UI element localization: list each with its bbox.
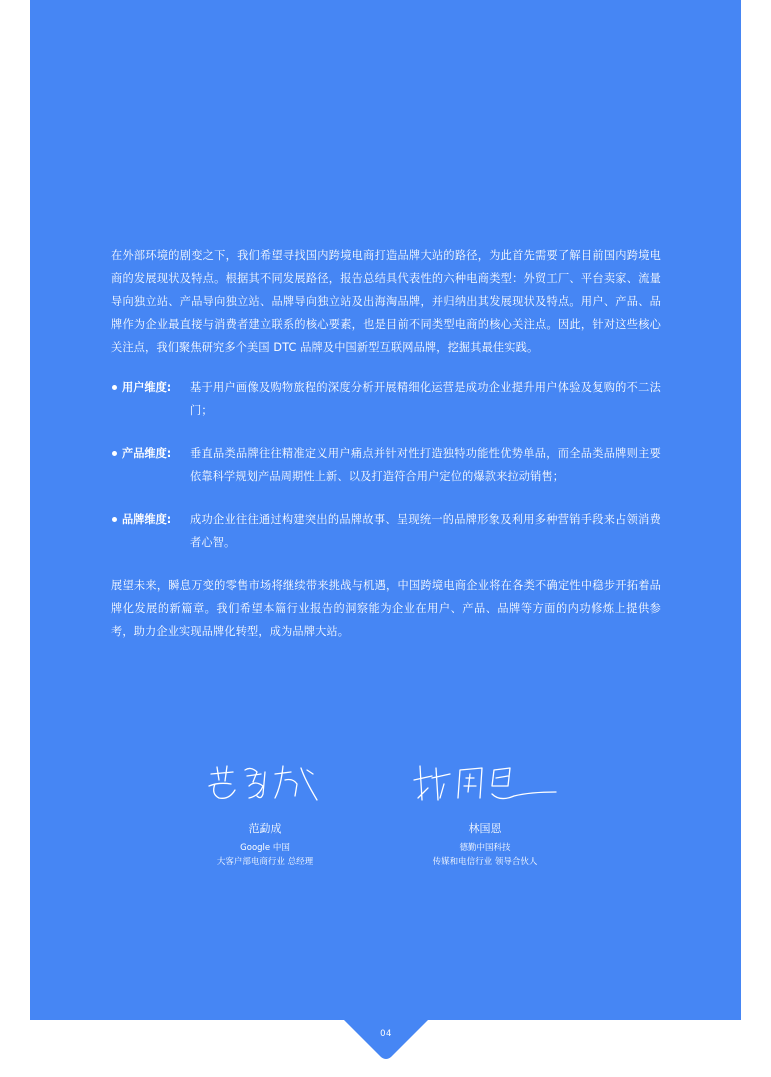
list-item	[111, 376, 661, 422]
signatory-role: 大客户部电商行业 总经理	[216, 857, 314, 867]
signatory-role: 传媒和电信行业 领导合伙人	[432, 857, 538, 867]
signatory-left	[170, 760, 360, 869]
bullet-text: 基于用户画像及购物旅程的深度分析开展精细化运营是成功企业提升用户体验及复购的不二法门；	[190, 381, 661, 417]
bullet-text: 垂直品类品牌往往精准定义用户痛点并针对性打造独特功能性优势单品，而全品类品牌则主要依靠科学规划产品周期性上新、以及打造符合用户定位的爆款来拉动销售；	[190, 447, 661, 483]
signatory-right	[390, 760, 580, 869]
bullet-dot-icon	[112, 385, 117, 390]
bullet-label: 用户维度:	[122, 381, 172, 394]
bullet-text: 成功企业往往通过构建突出的品牌故事、呈现统一的品牌形象及利用多种营销手段来占领消费者心智。	[190, 513, 661, 549]
signatory-name: 林国恩	[468, 822, 502, 835]
page-number: 04	[380, 1029, 392, 1039]
bullet-label: 产品维度:	[122, 447, 172, 460]
list-item	[111, 442, 661, 488]
dimension-list	[111, 376, 661, 554]
outlook-paragraph: 展望未来，瞬息万变的零售市场将继续带来挑战与机遇，中国跨境电商企业将在各类不确定性中稳步开拓着品牌化发展的新篇章。我们希望本篇行业报告的洞察能为企业在用户、产品、品牌等方面的内功修炼上提供参考，助力企业实现品牌化转型，成为品牌大站。	[111, 579, 661, 638]
signatory-org: 德勤中国科技	[459, 843, 511, 853]
bullet-dot-icon	[112, 451, 117, 456]
handwritten-signature-icon	[410, 760, 560, 804]
preface-body	[111, 244, 661, 643]
list-item	[111, 508, 661, 554]
page-tab-notch	[343, 1019, 429, 1061]
handwritten-signature-icon	[205, 760, 325, 804]
intro-paragraph: 在外部环境的剧变之下，我们希望寻找国内跨境电商打造品牌大站的路径，为此首先需要了解目前国内跨境电商的发展现状及特点。根据其不同发展路径，报告总结具代表性的六种电商类型：外贸工厂、平台卖家、流量导向独立站、产品导向独立站、品牌导向独立站及出海淘品牌，并归纳出其发展现状及特点。用户、产品、品牌作为企业最直接与消费者建立联系的核心要素，也是目前不同类型电商的核心关注点。因此，针对这些核心关注点，我们聚焦研究多个美国 DTC 品牌及中国新型互联网品牌，挖掘其最佳实践。	[111, 249, 661, 354]
signatory-org: Google 中国	[240, 843, 290, 853]
bullet-dot-icon	[112, 517, 117, 522]
bullet-label: 品牌维度:	[122, 513, 172, 526]
signatory-name: 范勐成	[248, 822, 282, 835]
